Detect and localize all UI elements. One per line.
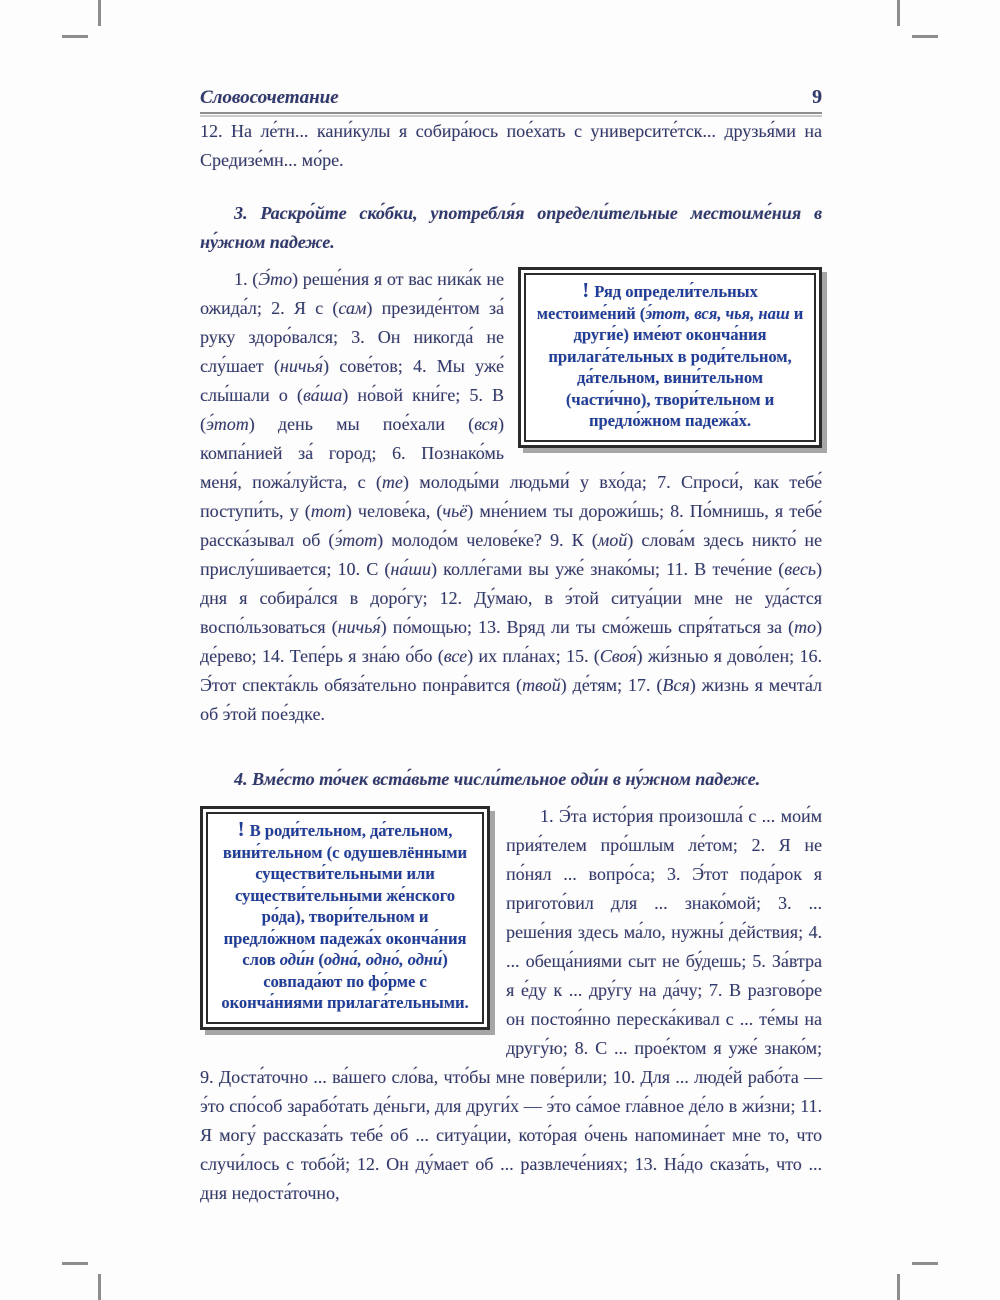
crop-mark-top-left-h	[62, 35, 88, 38]
page-content	[200, 86, 822, 1208]
crop-mark-bottom-right-v	[897, 1274, 900, 1300]
exercise-4-note-box	[200, 806, 490, 1030]
exercise-4-text: 1. Э́та исто́рия произошла́ с ... мои́м прия́телем про́шлым ле́том; 2. Я не по́нял ... вопро́са; 3. Э́тот пода́рок я пригото́вил для ... знако́мой; 3. ... реше́ния здесь ма́ло, нужны́ де́йствия; 4. ... обеща́ниями сыт не бу́дешь; 5. За́втра я е́ду к ... дру́гу на да́чу; 7. В разгово́ре он постоя́нно переска́кивал с ... те́мы на другу́ю; 8. С ... прое́ктом я уже́ знако́м; 9. Доста́точно ... ва́шего сло́ва, что́бы мне пове́рили; 10. Для ... люде́й рабо́та — э́то спо́соб зарабо́тать де́ньги, для други́х — э́то са́мое гла́вное де́ло в жи́зни; 11. Я могу́ рассказа́ть тебе́ об ... ситуа́ции, кото́рая о́чень напомина́ет мне то, что случи́лось с тобо́й; 12. Он ду́мает об ... развлече́ниях; 13. На́до сказа́ть, что ... дня недоста́точно,	[200, 806, 822, 1203]
crop-mark-bottom-left-h	[62, 1262, 88, 1265]
exercise-3-text: 1. (Э́то) реше́ния я от вас ника́к не ожида́л; 2. Я с (сам) президе́нтом за́ руку здоро́вался; 3. Он никогда́ не слу́шает (ничья́) сове́тов; 4. Мы уже́ слы́шали о (ва́ша) но́вой кни́ге; 5. В (э́тот) день мы пое́хали (вся) компа́нией за́ город; 6. Познако́мь меня́, пожа́луйста, с (те) молоды́ми людьми́ у вхо́да; 7. Спроси́, как тебе́ поступи́ть, у (тот) челове́ка, (чьё) мне́нием ты дорожи́шь; 8. По́мнишь, я тебе́ расска́зывал об (э́тот) молодо́м челове́ке? 9. К (мой) слова́м здесь никто́ не прислу́шивается; 10. С (на́ши) колле́гами вы уже́ знако́мы; 11. В тече́ние (весь) дня я собира́лся в доро́гу; 12. Ду́маю, в э́той ситуа́ции мне не уда́стся воспо́льзоваться (ничья́) по́мощью; 13. Вряд ли ты смо́жешь спря́таться за (то) де́рево; 14. Тепе́рь я зна́ю о́бо (все) их пла́нах; 15. (Своя́) жи́знью я дово́лен; 16. Э́тот спекта́кль обяза́тельно понра́вится (твой) де́тям; 17. (Вся) жизнь я мечта́л об э́той пое́здке.	[200, 269, 823, 724]
crop-mark-top-left-v	[98, 0, 101, 26]
exercise-3-body-block	[200, 265, 822, 729]
item-12-paragraph: 12. На ле́тн... кани́кулы я собира́юсь пое́хать с университе́тск... друзья́ми на Средизе́мн... мо́ре.	[200, 121, 822, 170]
exercise-3-note-box	[518, 267, 822, 448]
crop-mark-bottom-right-h	[912, 1262, 938, 1265]
running-title: Словосочетание	[200, 87, 339, 108]
crop-mark-top-right-h	[912, 35, 938, 38]
crop-mark-top-right-v	[897, 0, 900, 26]
exercise-4-heading: 4. Вме́сто то́чек вста́вьте числи́тельное оди́н в ну́жном падеже.	[234, 769, 761, 789]
exercise-4-body-block	[200, 802, 822, 1208]
page-number: 9	[812, 86, 822, 108]
exercise-3-note-text: ! Ряд определи́тельных местоиме́ний (э́тот, вся, чья, наш и други́е) име́ют оконча́ния прилага́тельных в роди́тельном, да́тельном, вини́тельном (части́чно), твори́тельном и предло́жном падежа́х.	[524, 273, 816, 442]
exercise-3-heading: 3. Раскро́йте ско́бки, употребля́я определи́тельные местоиме́ния в ну́жном падеже.	[200, 203, 822, 252]
page-header	[200, 86, 822, 109]
exercise-4-note-text: ! В роди́тельном, да́тельном, вини́тельном (с одушевлёнными существи́тельными или существи́тельными же́нского ро́да), твори́тельном и предло́жном падежа́х оконча́ния слов оди́н (одна́, одно́, одни́) совпада́ют по фо́рме с оконча́ниями прилага́тельными.	[206, 812, 484, 1024]
crop-mark-bottom-left-v	[98, 1274, 101, 1300]
